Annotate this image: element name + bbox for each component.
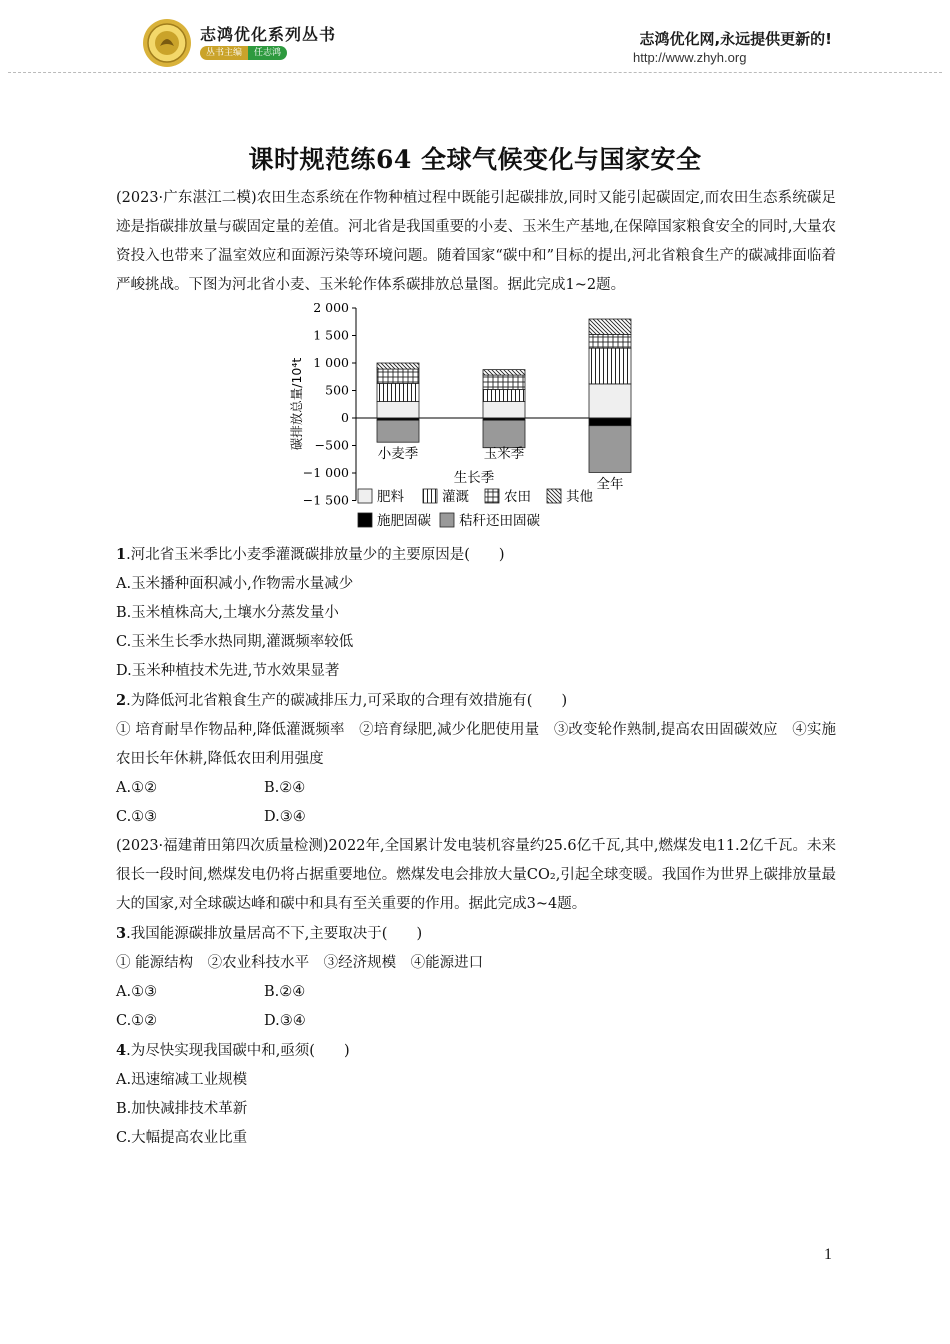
bar-segment <box>483 375 525 389</box>
q1-option-a[interactable]: A.玉米播种面积减小,作物需水量减少 <box>116 576 354 592</box>
question-1-number: 1 <box>116 546 127 563</box>
legend-swatch <box>358 489 372 503</box>
bar-segment <box>589 319 631 334</box>
question-2-number: 2 <box>116 692 127 709</box>
legend-swatch <box>423 489 437 503</box>
q2-option-c[interactable]: C.①③ <box>116 809 158 825</box>
q1-option-d[interactable]: D.玉米种植技术先进,节水效果显著 <box>116 663 340 679</box>
exercise-content <box>116 184 836 1153</box>
category-label: 玉米季 <box>483 446 525 462</box>
y-tick-label: 500 <box>325 382 349 398</box>
bar-segment <box>377 420 419 442</box>
bar-segment <box>377 363 419 369</box>
y-tick-label: 1 000 <box>313 355 349 370</box>
bar-segment <box>377 402 419 419</box>
q2-option-d[interactable]: D.③④ <box>264 809 306 825</box>
question-2-items: ① 培育耐旱作物品种,降低灌溉频率 ②培育绿肥,减少化肥使用量 ③改变轮作熟制,提高农田固碳效应 ④实施农田长年休耕,降低农田利用强度 <box>116 722 836 767</box>
legend-label: 农田 <box>504 489 531 505</box>
editor-name: 任志鸿 <box>248 46 287 60</box>
q1-option-b[interactable]: B.玉米植株高大,土壤水分蒸发量小 <box>116 605 339 621</box>
legend-label: 灌溉 <box>442 489 469 505</box>
y-axis-label: 碳排放总量/10⁴t <box>289 357 304 451</box>
bar-segment <box>483 389 525 401</box>
bar-segment <box>483 402 525 419</box>
chart-svg <box>286 300 656 540</box>
intro-passage-2: (2023·福建莆田第四次质量检测)2022年,全国累计发电装机容量约25.6亿千瓦,其中,燃煤发电11.2亿千瓦。未来很长一段时间,燃煤发电仍将占据重要地位。燃煤发电会排放大量CO₂,引起全球变暖。我国作为世界上碳排放量最大的国家,对全球碳达峰和碳中和具有至关重要的作用。据此完成3~4题。 <box>116 838 836 912</box>
legend-label: 肥料 <box>377 489 404 505</box>
y-tick-label: −500 <box>314 437 349 453</box>
header-divider <box>8 72 942 73</box>
y-tick-label: −1 500 <box>302 492 349 508</box>
legend-label: 施肥固碳 <box>377 513 431 529</box>
q3-options-row-1 <box>116 978 836 1007</box>
question-3-text: .我国能源碳排放量居高不下,主要取决于( ) <box>126 926 423 942</box>
question-3-stem <box>116 919 836 949</box>
bar-segment <box>483 370 525 376</box>
legend-label: 秸秆还田固碳 <box>459 513 540 529</box>
question-2-stem <box>116 686 836 716</box>
publisher-logo-icon <box>142 18 192 68</box>
category-label: 小麦季 <box>377 446 419 462</box>
question-3-number: 3 <box>116 925 127 942</box>
site-slogan: 志鸿优化网,永远提供更新的! <box>639 30 832 48</box>
question-4-number: 4 <box>116 1042 127 1059</box>
question-4-text: .为尽快实现我国碳中和,亟须( ) <box>126 1043 350 1059</box>
editor-label: 丛书主编 <box>200 46 248 60</box>
bar-segment <box>377 383 419 401</box>
legend-swatch <box>547 489 561 503</box>
x-axis-label: 生长季 <box>453 470 495 486</box>
y-tick-label: 0 <box>341 410 349 425</box>
legend-swatch <box>485 489 499 503</box>
question-2-text: .为降低河北省粮食生产的碳减排压力,可采取的合理有效措施有( ) <box>126 693 568 709</box>
question-3-items: ① 能源结构 ②农业科技水平 ③经济规模 ④能源进口 <box>116 955 484 971</box>
bar-segment <box>589 426 631 473</box>
editor-badge <box>200 46 287 60</box>
category-label: 全年 <box>596 476 624 493</box>
bar-segment <box>377 369 419 383</box>
legend-swatch <box>358 513 372 527</box>
q3-option-c[interactable]: C.①② <box>116 1013 158 1029</box>
bar-segment <box>483 420 525 448</box>
intro-passage-1: (2023·广东湛江二模)农田生态系统在作物种植过程中既能引起碳排放,同时又能引起碳固定,而农田生态系统碳足迹是指碳排放量与碳固定量的差值。河北省是我国重要的小麦、玉米生产基地,在保障国家粮食安全的同时,大量农资投入也带来了温室效应和面源污染等环境问题。随着国家“碳中和”目标的提出,河北省粮食生产的碳减排面临着严峻挑战。下图为河北省小麦、玉米轮作体系碳排放总量图。据此完成1~2题。 <box>116 190 836 293</box>
q3-option-a[interactable]: A.①③ <box>116 984 158 1000</box>
series-name: 志鸿优化系列丛书 <box>200 25 337 44</box>
site-url[interactable]: http://www.zhyh.org <box>633 50 747 65</box>
q4-option-b[interactable]: B.加快减排技术革新 <box>116 1101 248 1117</box>
legend-swatch <box>440 513 454 527</box>
question-4-stem <box>116 1036 836 1066</box>
q4-option-c[interactable]: C.大幅提高农业比重 <box>116 1130 248 1146</box>
bar-segment <box>589 384 631 418</box>
y-tick-label: 1 500 <box>313 327 349 343</box>
q2-options-row-1 <box>116 774 836 803</box>
q3-options-row-2 <box>116 1007 836 1036</box>
bar-segment <box>589 348 631 384</box>
bar-segment <box>589 334 631 348</box>
q1-option-c[interactable]: C.玉米生长季水热同期,灌溉频率较低 <box>116 634 354 650</box>
page-number: 1 <box>824 1246 832 1263</box>
q2-options-row-2 <box>116 803 836 832</box>
carbon-emission-chart <box>116 300 836 540</box>
question-1-stem <box>116 540 836 570</box>
q2-option-b[interactable]: B.②④ <box>264 780 306 796</box>
page-header <box>0 0 950 82</box>
legend-label: 其他 <box>566 489 593 505</box>
q2-option-a[interactable]: A.①② <box>116 780 158 796</box>
page-title: 课时规范练64 全球气候变化与国家安全 <box>248 145 702 174</box>
q4-option-a[interactable]: A.迅速缩减工业规模 <box>116 1072 248 1088</box>
q3-option-d[interactable]: D.③④ <box>264 1013 306 1029</box>
y-tick-label: 2 000 <box>313 300 349 315</box>
y-tick-label: −1 000 <box>302 465 349 480</box>
q3-option-b[interactable]: B.②④ <box>264 984 306 1000</box>
bar-segment <box>589 418 631 426</box>
question-1-text: .河北省玉米季比小麦季灌溉碳排放量少的主要原因是( ) <box>126 547 505 563</box>
